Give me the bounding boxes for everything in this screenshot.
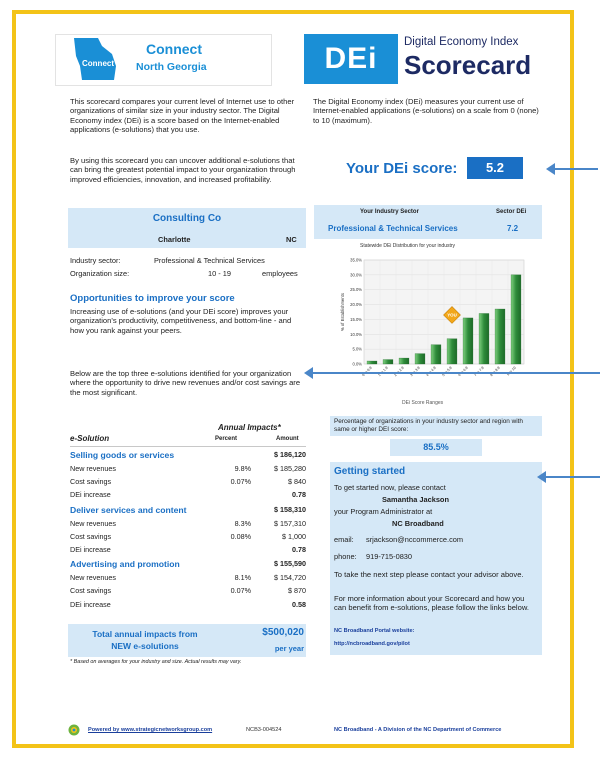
impact-group-title: Deliver services and content bbox=[70, 504, 187, 515]
dei-score-label: Your DEi score: bbox=[346, 160, 458, 177]
getting-started-title: Getting started bbox=[334, 466, 406, 477]
chart-y-tick: 35.0% bbox=[350, 257, 362, 263]
impact-row bbox=[70, 490, 306, 501]
opportunities-paragraph-2: Below are the top three e-solutions identified for your organization where the opportunity to drive new revenues and/or cost savings are the most significant. bbox=[70, 369, 301, 397]
gs-paragraph-1: To take the next step please contact your advisor above. bbox=[334, 570, 524, 579]
impact-group-header bbox=[70, 559, 306, 570]
impact-row-percent: 0.07% bbox=[230, 477, 251, 487]
impacts-header: Annual Impacts* bbox=[218, 423, 281, 432]
impact-group-header bbox=[70, 450, 306, 461]
chart-ylabel: % of Establishments bbox=[340, 293, 345, 331]
score-arrow-icon bbox=[554, 168, 598, 170]
impact-row bbox=[70, 464, 306, 475]
impact-row-amount: $ 870 bbox=[288, 586, 306, 596]
impact-row-label: Cost savings bbox=[70, 586, 112, 596]
opportunities-arrow-icon bbox=[312, 372, 600, 374]
sector-label: Industry sector: bbox=[70, 256, 121, 265]
gs-portal-link[interactable]: http://ncbroadband.gov/pilot bbox=[334, 641, 410, 647]
dei-distribution-chart bbox=[338, 252, 530, 388]
chart-bar bbox=[367, 361, 377, 364]
gs-line2: your Program Administrator at bbox=[334, 507, 433, 516]
total-label-1: Total annual impacts from bbox=[92, 629, 198, 639]
impact-row-label: DEi increase bbox=[70, 599, 111, 609]
chart-bar bbox=[463, 318, 473, 364]
impact-row bbox=[70, 532, 306, 543]
chart-xlabel: DEi Score Ranges bbox=[402, 400, 444, 406]
sng-logo-icon bbox=[68, 724, 80, 736]
impact-row-label: DEi increase bbox=[70, 490, 111, 500]
footer-division: NC Broadband - A Division of the NC Department of Commerce bbox=[334, 727, 502, 733]
chart-title: Statewide DEi Distribution for your industry bbox=[360, 243, 456, 249]
total-value: $500,020 bbox=[262, 627, 304, 638]
same-higher-label: Percentage of organizations in your industry sector and region with same or higher DEI score: bbox=[334, 418, 523, 433]
impact-row-label: Cost savings bbox=[70, 531, 112, 541]
footer-code: NCB3-004524 bbox=[246, 727, 282, 733]
logo-title: Connect bbox=[146, 41, 202, 57]
chart-bar bbox=[399, 358, 409, 364]
gs-phone-label: phone: bbox=[334, 552, 357, 561]
industry-sector: Professional & Technical Services bbox=[328, 224, 458, 233]
col-amount: Amount bbox=[276, 436, 299, 442]
size-value: 10 - 19 bbox=[208, 269, 232, 278]
impact-group-total: $ 155,590 bbox=[274, 559, 306, 569]
gs-email-label: email: bbox=[334, 535, 354, 544]
gs-paragraph-2: For more information about your Scorecard and how you can benefit from e-solutions, please follow the links below. bbox=[334, 594, 530, 613]
impact-row-percent: 9.8% bbox=[234, 464, 251, 473]
footer-powered-link[interactable]: Powered by www.strategicnetworksgroup.com bbox=[88, 727, 213, 733]
gs-contact: Samantha Jackson bbox=[382, 495, 449, 504]
impact-row bbox=[70, 586, 306, 597]
impact-row-amount: $ 157,310 bbox=[274, 518, 306, 528]
chart-y-tick: 5.0% bbox=[352, 346, 362, 352]
getting-started-arrow-icon bbox=[545, 476, 600, 478]
size-label: Organization size: bbox=[70, 269, 130, 278]
impact-row-label: New revenues bbox=[70, 518, 116, 528]
gs-line1: To get started now, please contact bbox=[334, 483, 446, 492]
total-unit: per year bbox=[274, 644, 304, 653]
impact-row-amount: $ 840 bbox=[288, 477, 306, 487]
org-city: Charlotte bbox=[158, 235, 191, 244]
impact-row-percent: 0.08% bbox=[230, 531, 251, 541]
opportunities-title: Opportunities to improve your score bbox=[70, 293, 235, 304]
dei-logo-mark: DEi bbox=[304, 34, 398, 84]
georgia-map-icon bbox=[68, 36, 122, 82]
col-percent: Percent bbox=[215, 436, 238, 442]
intro-paragraph-2: By using this scorecard you can uncover additional e-solutions that can bring the greatest potential impact to your organization through improved efficiencies, innovation, and increased profitability. bbox=[70, 156, 296, 184]
dei-logo-line2: Scorecard bbox=[404, 50, 532, 80]
chart-y-tick: 30.0% bbox=[350, 272, 362, 278]
impact-row bbox=[70, 545, 306, 556]
impact-row-percent: 8.1% bbox=[234, 573, 251, 583]
dei-logo-line1: Digital Economy Index bbox=[404, 36, 519, 48]
impact-group-total: $ 158,310 bbox=[274, 504, 306, 514]
org-state: NC bbox=[286, 235, 297, 244]
chart-y-tick: 15.0% bbox=[350, 316, 362, 322]
impact-row-amount: $ 1,000 bbox=[282, 531, 306, 541]
map-logo-text: Connect bbox=[82, 59, 114, 68]
col-solution: e-Solution bbox=[70, 434, 110, 443]
chart-bar bbox=[431, 345, 441, 364]
same-higher-value: 85.5% bbox=[423, 442, 449, 452]
impact-row-amount: $ 185,280 bbox=[274, 464, 306, 473]
org-name: Consulting Co bbox=[152, 213, 222, 224]
impact-row bbox=[70, 519, 306, 530]
total-label-2: NEW e-solutions bbox=[111, 641, 179, 651]
opportunities-paragraph-1: Increasing use of e-solutions (and your DEi score) improves your organization's productivity, competitiveness, and bottom-line - and how you rank against your peers. bbox=[70, 307, 292, 335]
logo-subtitle: North Georgia bbox=[136, 61, 207, 73]
impact-group-header bbox=[70, 505, 306, 516]
connect-logo bbox=[55, 34, 272, 86]
chart-y-tick: 0.0% bbox=[352, 361, 362, 367]
chart-y-tick: 20.0% bbox=[350, 302, 362, 308]
chart-bar bbox=[415, 354, 425, 364]
impact-row-percent: 0.07% bbox=[230, 586, 251, 596]
impact-row bbox=[70, 477, 306, 488]
industry-col1: Your Industry Sector bbox=[360, 209, 419, 215]
impact-row-amount: 0.58 bbox=[292, 599, 306, 609]
impact-row-percent: 8.3% bbox=[234, 518, 251, 528]
impact-group-title: Selling goods or services bbox=[70, 450, 175, 460]
impacts-footnote: * Based on averages for your industry and size. Actual results may vary. bbox=[70, 659, 242, 665]
impact-row-label: New revenues bbox=[70, 464, 116, 473]
gs-email[interactable]: srjackson@nccommerce.com bbox=[366, 535, 464, 544]
gs-phone: 919-715-0830 bbox=[366, 552, 413, 561]
chart-y-tick: 10.0% bbox=[350, 331, 362, 337]
chart-bar bbox=[511, 275, 521, 364]
chart-you-label: YOU bbox=[447, 312, 457, 318]
impact-row-amount: $ 154,720 bbox=[274, 573, 306, 583]
impact-group-title: Advertising and promotion bbox=[70, 559, 180, 570]
sector-value: Professional & Technical Services bbox=[154, 256, 265, 265]
impacts-divider bbox=[70, 446, 306, 447]
impact-group-total: $ 186,120 bbox=[274, 450, 306, 459]
chart-bar bbox=[383, 360, 393, 364]
impact-row-amount: 0.78 bbox=[292, 490, 306, 500]
chart-bar bbox=[495, 309, 505, 364]
dei-description: The Digital Economy index (DEi) measures your current use of Internet-enabled applications (e-solutions) on a scale from 0 (none) to 10 (maximum). bbox=[313, 97, 539, 125]
impact-row bbox=[70, 600, 306, 611]
impact-row-amount: 0.78 bbox=[292, 545, 306, 554]
industry-sector-dei: 7.2 bbox=[507, 224, 519, 233]
chart-y-tick: 25.0% bbox=[350, 287, 362, 293]
industry-col2: Sector DEi bbox=[496, 209, 527, 215]
size-unit: employees bbox=[262, 269, 298, 278]
intro-paragraph-1: This scorecard compares your current level of Internet use to other organizations of similar size in your industry sector. The Digital Economy index (DEi) is a score based on the Internet-enabled applications (e-solutions) that you use. bbox=[70, 97, 295, 135]
impact-row-label: DEi increase bbox=[70, 545, 111, 554]
impact-row-label: Cost savings bbox=[70, 477, 112, 487]
impact-row-label: New revenues bbox=[70, 573, 116, 583]
gs-portal-label: NC Broadband Portal website: bbox=[334, 628, 415, 634]
chart-bar bbox=[479, 313, 489, 364]
gs-org: NC Broadband bbox=[392, 519, 444, 528]
dei-score-value: 5.2 bbox=[467, 157, 523, 179]
impact-row bbox=[70, 573, 306, 584]
chart-bar bbox=[447, 339, 457, 364]
